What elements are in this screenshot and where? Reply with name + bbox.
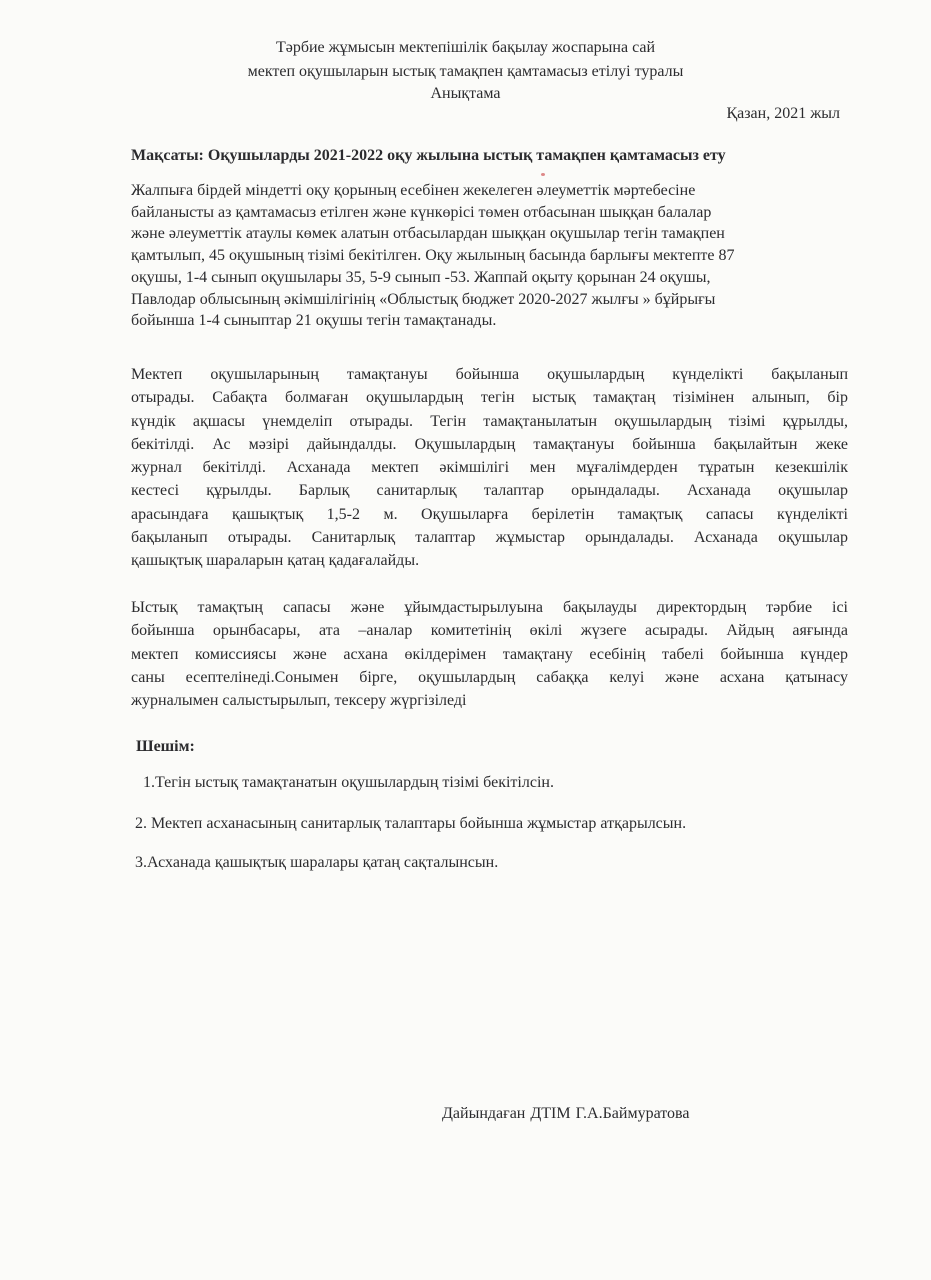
paragraph-3-line: мектеп комиссиясы және асхана өкілдерімен тамақтану есебінің табелі бойынша күндер bbox=[131, 645, 848, 663]
paragraph-2-line: Мектеп оқушыларының тамақтануы бойынша оқушылардың күнделікті бақыланып bbox=[131, 366, 848, 383]
paragraph-2-line: журнал бекітілді. Асханада мектеп әкімшілігі мен мұғалімдерден тұратын кезекшілік bbox=[131, 459, 848, 477]
paragraph-3-line: журналымен салыстырылып, тексеру жүргізіледі bbox=[131, 692, 467, 710]
paragraph-1-line: қамтылып, 45 оқушының тізімі бекітілген. Оқу жылының басында барлығы мектепте 87 bbox=[131, 247, 735, 265]
paragraph-3 bbox=[131, 596, 848, 712]
paragraph-1-line: Жалпыға бірдей міндетті оқу қорының есебінен жекелеген әлеуметтік мәртебесіне bbox=[131, 182, 696, 199]
document-date: Қазан, 2021 жыл bbox=[726, 105, 840, 122]
decision-item-3: 3.Асханада қашықтық шаралары қатаң сақталынсын. bbox=[135, 854, 499, 871]
paragraph-2-line: күндік ақшасы үнемделіп отырады. Тегін тамақтанылатын оқушылардың тізімі құрылды, bbox=[131, 412, 848, 430]
paragraph-1 bbox=[131, 180, 831, 332]
paragraph-1-line: байланысты аз қамтамасыз етілген және күнкөрісі төмен отбасынан шыққан балалар bbox=[131, 203, 712, 221]
paragraph-1-line: Павлодар облысының әкімшілігінің «Облыстық бюджет 2020-2027 жылғы » бұйрығы bbox=[131, 290, 716, 308]
signature-line: Дайындаған ДТІМ Г.А.Баймуратова bbox=[442, 1105, 690, 1122]
decision-heading: Шешім: bbox=[136, 738, 195, 755]
paragraph-1-line: оқушы, 1-4 сынып оқушылары 35, 5-9 сынып -53. Жаппай оқыту қорынан 24 оқушы, bbox=[131, 268, 711, 286]
paragraph-2-line: қашықтық шараларын қатаң қадағалайды. bbox=[131, 552, 420, 570]
paragraph-1-line: бойынша 1-4 сыныптар 21 оқушы тегін тамақтанады. bbox=[131, 312, 497, 330]
header-line-1: Тәрбие жұмысын мектепішілік бақылау жоспарына сай bbox=[275, 39, 656, 56]
paragraph-3-line: Ыстық тамақтың сапасы және ұйымдастырылуына бақылауды директордың тәрбие ісі bbox=[131, 599, 848, 616]
decision-item-2: 2. Мектеп асханасының санитарлық талаптары бойынша жұмыстар атқарылсын. bbox=[135, 815, 687, 832]
red-ink-speck bbox=[541, 173, 545, 176]
paragraph-3-line: бойынша орынбасары, ата –аналар комитетінің өкілі жүзеге асырады. Айдың аяғында bbox=[131, 622, 848, 640]
paragraph-3-line: саны есептелінеді.Сонымен бірге, оқушылардың сабаққа келуі және асхана қатынасу bbox=[131, 668, 848, 686]
paragraph-1-line: және әлеуметтік атаулы көмек алатын отбасылардан шыққан оқушылар тегін тамақпен bbox=[131, 225, 725, 243]
paragraph-2 bbox=[131, 363, 848, 573]
header-line-2: мектеп оқушыларын ыстық тамақпен қамтамасыз етілуі туралы bbox=[247, 63, 684, 80]
paragraph-2-line: кестесі құрылды. Барлық санитарлық талаптар орындалады. Асханада оқушылар bbox=[131, 482, 848, 500]
paragraph-2-line: арасындаға қашықтық 1,5-2 м. Оқушыларға берілетін тамақтық сапасы күнделікті bbox=[131, 505, 848, 523]
paragraph-2-line: бақыланып отырады. Санитарлық талаптар жұмыстар орындалады. Асханада оқушылар bbox=[131, 529, 848, 547]
document-title: Анықтама bbox=[430, 85, 501, 102]
purpose-line: Мақсаты: Оқушыларды 2021-2022 оқу жылына ыстық тамақпен қамтамасыз ету bbox=[131, 147, 726, 164]
paragraph-2-line: отырады. Сабақта болмаған оқушылардың тегін ыстық тамақтаң тізімінен алынып, бір bbox=[131, 389, 848, 407]
paragraph-2-line: бекітілді. Ас мәзірі дайындалды. Оқушылардың тамақтануы бойынша бақылайтын жеке bbox=[131, 435, 848, 453]
decision-item-1: 1.Тегін ыстық тамақтанатын оқушылардың тізімі бекітілсін. bbox=[135, 774, 554, 791]
